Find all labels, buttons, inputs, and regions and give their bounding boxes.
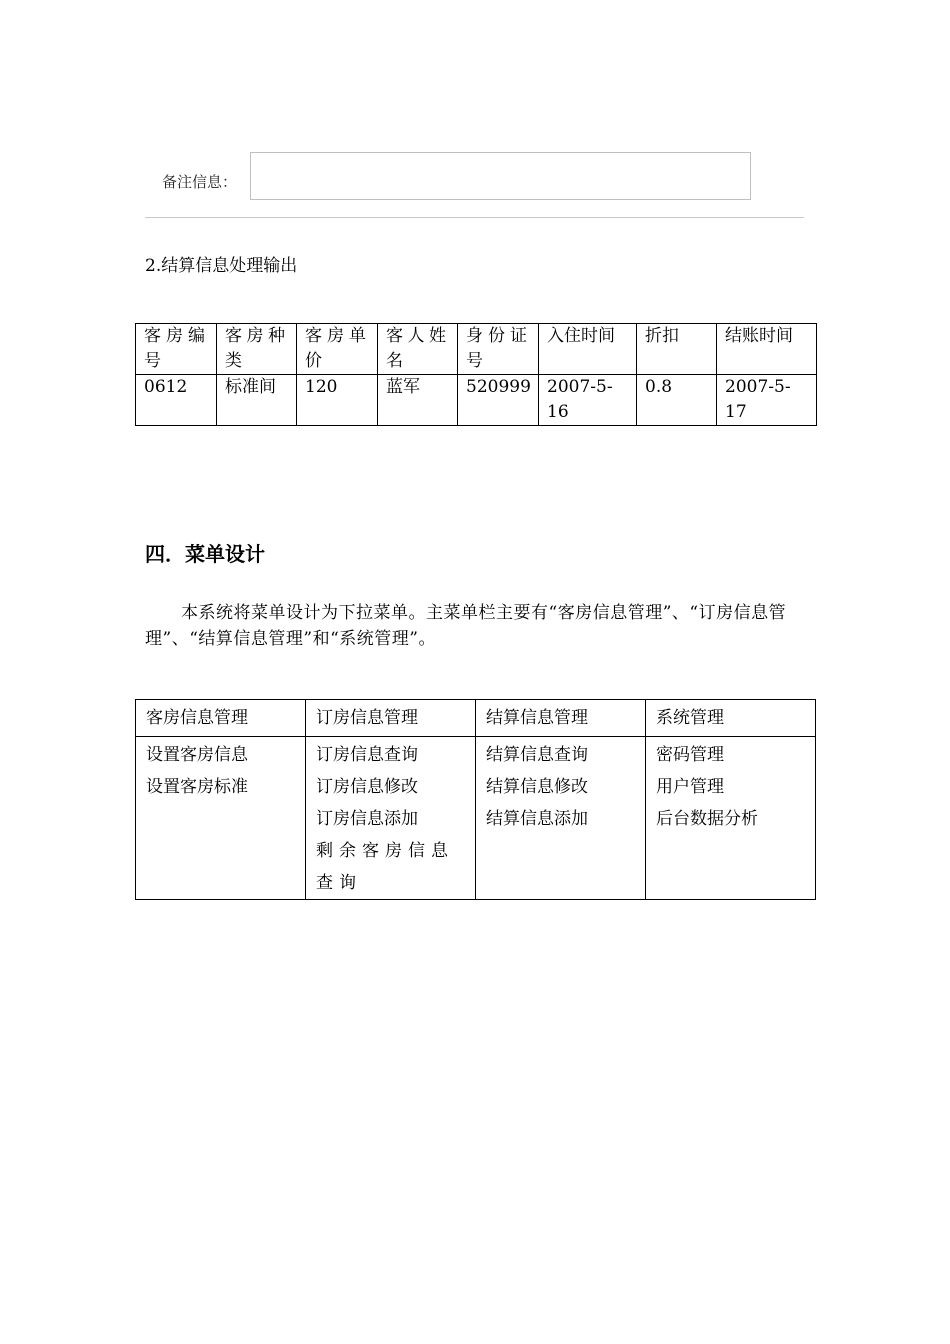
menu-item: 结算信息查询 [486,745,588,765]
remark-row [162,152,762,204]
menu-item: 设置客房信息 [146,745,248,765]
settlement-table [135,323,817,426]
menu-column [646,737,816,900]
menu-item: 订房信息修改 [316,777,418,797]
menu-header: 结算信息管理 [476,700,646,737]
table-cell: 标准间 [217,375,297,426]
menu-column [306,737,476,900]
section-title: 四．菜单设计 [145,542,265,566]
menu-item: 后台数据分析 [656,809,758,829]
table-row [136,737,816,900]
remark-input[interactable] [250,152,751,200]
menu-item: 设置客房标准 [146,777,248,797]
table-cell: 2007-5-17 [717,375,817,426]
menu-item: 剩余客房信息查询 [316,841,454,893]
table-header-row [136,324,817,375]
body-paragraph: 本系统将菜单设计为下拉菜单。主菜单栏主要有“客房信息管理”、“订房信息管理”、“结算信息管理”和“系统管理”。 [145,603,787,649]
table-cell: 2007-5-16 [539,375,637,426]
column-header: 客房编号 [136,324,217,375]
menu-column [136,737,306,900]
table-cell: 0612 [136,375,217,426]
table-cell: 蓝军 [378,375,458,426]
column-header: 客人姓名 [378,324,458,375]
menu-item: 订房信息添加 [316,809,418,829]
menu-item: 密码管理 [656,745,724,765]
table-cell: 120 [297,375,378,426]
column-header: 结账时间 [717,324,817,375]
menu-item: 结算信息添加 [486,809,588,829]
menu-item: 用户管理 [656,777,724,797]
column-header: 折扣 [637,324,717,375]
menu-column [476,737,646,900]
menu-header: 订房信息管理 [306,700,476,737]
menu-item: 订房信息查询 [316,745,418,765]
divider [145,217,804,218]
column-header: 入住时间 [539,324,637,375]
column-header: 客房种类 [217,324,297,375]
column-header: 身份证号 [458,324,539,375]
section-heading: 2.结算信息处理输出 [145,256,298,276]
table-header-row [136,700,816,737]
table-cell: 0.8 [637,375,717,426]
menu-item: 结算信息修改 [486,777,588,797]
column-header: 客房单价 [297,324,378,375]
menu-header: 系统管理 [646,700,816,737]
table-row [136,375,817,426]
table-cell: 520999 [458,375,539,426]
remark-label: 备注信息： [162,173,238,191]
menu-header: 客房信息管理 [136,700,306,737]
menu-table [135,699,816,900]
